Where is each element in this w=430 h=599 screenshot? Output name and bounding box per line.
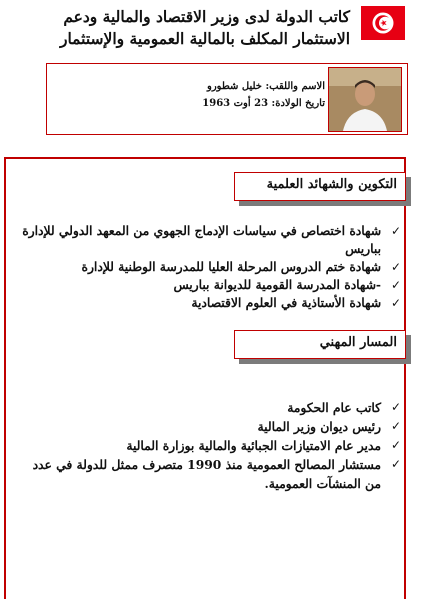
checkmark-bullet-icon: ✓︎ [390,224,401,238]
checkmark-bullet-icon: ✓︎ [390,457,401,471]
checkmark-bullet-icon: ✓︎ [390,278,401,292]
list-item: ✓︎ رئيس ديوان وزير المالية [257,419,401,434]
checkmark-bullet-icon: ✓︎ [390,296,401,310]
portrait-photo [328,67,402,132]
career-heading: المسار المهني [234,330,406,359]
tunisia-flag-icon [361,6,405,40]
page-title: كاتب الدولة لدى وزير الاقتصاد والمالية ودعم الاستثمار المكلف بالمالية العمومية والإستثمار [59,7,350,48]
checkmark-bullet-icon: ✓︎ [390,260,401,274]
list-item: ✓︎ مستشار المصالح العمومية منذ 1990 متصرف ممثل للدولة في عدد من المنشآت العمومية. [32,457,401,491]
list-item: ✓︎ كاتب عام الحكومة [287,400,401,415]
education-heading: التكوين والشهائد العلمية [234,172,406,201]
name-line: الاسم واللقب: خليل شطورو [207,81,325,92]
identity-box [46,63,408,135]
birth-line: تاريخ الولادة: 23 أوت 1963 [202,98,325,109]
list-item: ✓︎ شهادة اختصاص في سياسات الإدماج الجهوي من المعهد الدولي للإدارة بباريس [22,223,401,256]
list-item: ✓︎ شهادة الأستاذية في العلوم الاقتصادية [191,295,401,310]
list-item: ✓︎ مدير عام الامتيازات الجبائية والمالية بوزارة المالية [126,438,401,453]
checkmark-bullet-icon: ✓︎ [390,438,401,452]
checkmark-bullet-icon: ✓︎ [390,419,401,433]
career-list [16,398,401,493]
checkmark-bullet-icon: ✓︎ [390,400,401,414]
list-item: ✓︎ شهادة ختم الدروس المرحلة العليا للمدرسة الوطنية للإدارة [81,259,401,274]
education-list [16,222,401,312]
identity-text [202,78,325,112]
list-item: ✓︎ -شهادة المدرسة القومية للديوانة بباريس [173,277,401,292]
